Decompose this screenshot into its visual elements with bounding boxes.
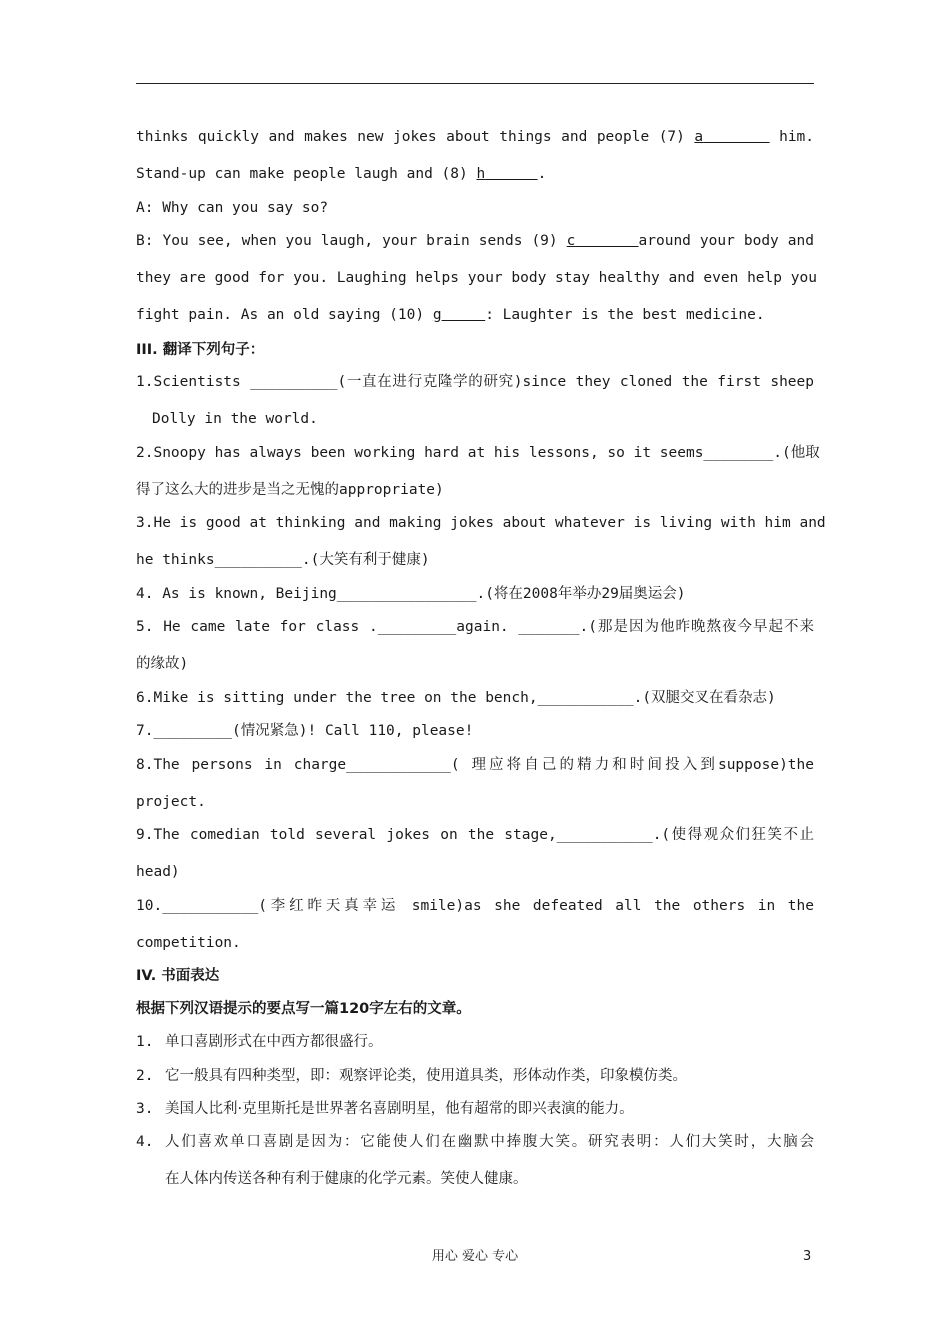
passage-line-3: A: Why can you say so? <box>136 200 329 216</box>
translation-6: 6.Mike is sitting under the tree on the bench,___________.(双腿交叉在看杂志) <box>136 690 776 706</box>
item-number: 4. <box>136 1134 154 1150</box>
translation-5-line-1: 5. He came late for class ._________again. _______.(那是因为他昨晚熬夜今早起不来 <box>136 619 814 635</box>
passage-line-1: thinks quickly and makes new jokes about things and people (7) a him. <box>136 129 815 145</box>
translation-8-line-1: 8.The persons in charge____________( 理应将自己的精力和时间投入到suppose)the <box>136 757 814 773</box>
writing-point-3: 美国人比利·克里斯托是世界著名喜剧明星，他有超常的即兴表演的能力。 <box>165 1101 634 1117</box>
passage-line-6: fight pain. As an old saying (10) g : Laughter is the best medicine. <box>136 307 765 323</box>
passage-line-2: Stand-up can make people laugh and (8) h . <box>136 166 547 182</box>
translation-1-line-1: 1.Scientists __________(一直在进行克隆学的研究)since they cloned the first sheep <box>136 374 814 390</box>
page-number: 3 <box>803 1249 812 1264</box>
passage-line-5: they are good for you. Laughing helps your body stay healthy and even help you <box>136 270 817 286</box>
translation-9-line-1: 9.The comedian told several jokes on the stage,___________.(使得观众们狂笑不止 <box>136 827 814 843</box>
blank-9: c <box>566 233 576 249</box>
writing-point-2: 它一般具有四种类型，即：观察评论类，使用道具类，形体动作类，印象模仿类。 <box>165 1068 687 1084</box>
blank-7: a <box>694 129 704 145</box>
writing-point-4: 人们喜欢单口喜剧是因为：它能使人们在幽默中捧腹大笑。研究表明：人们大笑时，大脑会 <box>165 1134 814 1150</box>
item-number: 3. <box>136 1101 154 1117</box>
writing-point-4-cont: 在人体内传送各种有利于健康的化学元素。笑使人健康。 <box>165 1171 528 1187</box>
item-number: 2. <box>136 1068 154 1084</box>
translation-3-line-1: 3.He is good at thinking and making jokes about whatever is living with him and <box>136 515 826 531</box>
blank-10: g <box>432 307 442 323</box>
section-3-heading: III. 翻译下列句子： <box>136 342 265 358</box>
item-number: 1. <box>136 1034 154 1050</box>
writing-point-1: 单口喜剧形式在中西方都很盛行。 <box>165 1034 383 1050</box>
writing-instruction: 根据下列汉语提示的要点写一篇120字左右的文章。 <box>136 1001 471 1017</box>
footer-motto: 用心 爱心 专心 <box>431 1249 519 1264</box>
translation-2-line-1: 2.Snoopy has always been working hard at his lessons, so it seems________.(他取 <box>136 445 820 461</box>
translation-2-line-2: 得了这么大的进步是当之无愧的appropriate) <box>136 482 444 498</box>
translation-4: 4. As is known, Beijing________________.(将在2008年举办29届奥运会) <box>136 586 686 602</box>
translation-10-line-2: competition. <box>136 935 241 951</box>
blank-8: h <box>476 166 486 182</box>
translation-3-line-2: he thinks__________.(大笑有利于健康) <box>136 552 430 568</box>
translation-10-line-1: 10.___________(李红昨天真幸运 smile)as she defeated all the others in the <box>136 898 814 914</box>
header-rule <box>136 83 814 84</box>
translation-1-line-2: Dolly in the world. <box>152 411 318 427</box>
translation-7: 7._________(情况紧急)! Call 110, please! <box>136 723 474 739</box>
translation-5-line-2: 的缘故) <box>136 656 189 672</box>
translation-9-line-2: head) <box>136 864 180 880</box>
translation-8-line-2: project. <box>136 794 206 810</box>
passage-line-4: B: You see, when you laugh, your brain sends (9) c around your body and <box>136 233 814 249</box>
section-4-heading: IV. 书面表达 <box>136 968 220 984</box>
